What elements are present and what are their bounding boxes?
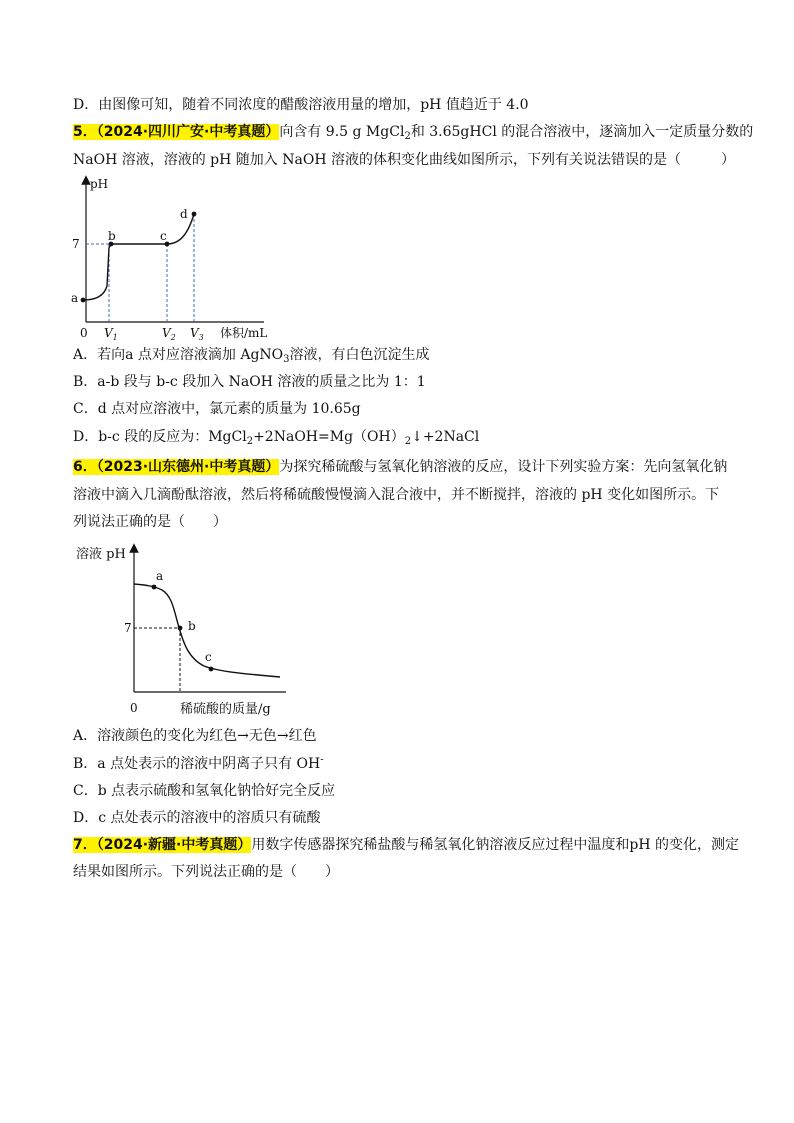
q5-number: 5． xyxy=(73,124,97,140)
q6-option-b-sup: - xyxy=(320,754,324,766)
q5-ph-curve xyxy=(83,214,194,300)
q5-option-a xyxy=(73,346,430,364)
q5-stem-a: 向含有 9.5 g MgCl xyxy=(279,124,405,140)
q5-stem-line1 xyxy=(73,123,753,141)
q5-y-tick-7: 7 xyxy=(72,237,80,251)
q5-option-d-sub1: 2 xyxy=(246,436,254,447)
q6-stem-line2: 溶液中滴入几滴酚酞溶液，然后将稀硫酸慢慢滴入混合液中，并不断搅拌，溶液的 pH 变化如图所示。下 xyxy=(73,487,720,503)
q5-option-d xyxy=(73,428,479,446)
q5-stem-close: ） xyxy=(721,152,735,168)
q5-x-axis-label: 体积/mL xyxy=(220,326,268,340)
q6-option-b xyxy=(73,755,324,773)
q6-option-c: C．b 点表示硫酸和氢氧化钠恰好完全反应 xyxy=(73,783,336,799)
q5-option-d-3: ↓+2NaCl xyxy=(411,429,480,445)
q5-source: （2024·四川广安·中考真题） xyxy=(96,124,280,140)
q6-option-b-1: B．a 点处表示的溶液中阴离子只有 OH xyxy=(73,756,321,772)
q6-label-c: c xyxy=(205,650,212,664)
q6-ph-chart xyxy=(70,542,310,718)
q6-option-a: A．溶液颜色的变化为红色→无色→红色 xyxy=(73,728,317,744)
q6-number: 6． xyxy=(73,459,97,475)
q5-y-axis-label: pH xyxy=(90,177,109,191)
q7-source: （2024·新疆·中考真题） xyxy=(96,837,252,853)
q5-option-a-sub: 3 xyxy=(283,354,290,365)
q4-option-d: D．由图像可知，随着不同浓度的醋酸溶液用量的增加，pH 值趋近于 4.0 xyxy=(73,97,529,113)
q5-stem-sub: 2 xyxy=(404,131,411,142)
q5-x-tick-v1: $V_1$ xyxy=(104,326,118,342)
q5-option-d-sub2: 2 xyxy=(404,436,412,447)
q5-option-b: B．a-b 段与 b-c 段加入 NaOH 溶液的质量之比为 1：1 xyxy=(73,374,426,390)
q7-stem-line2: 结果如图所示。下列说法正确的是（ ） xyxy=(73,864,339,880)
q7-stem-line1 xyxy=(73,836,739,854)
q5-option-a-1: A．若向a 点对应溶液滴加 AgNO xyxy=(73,347,284,363)
q6-stem-line1 xyxy=(73,458,727,476)
q5-point-a xyxy=(81,298,86,303)
q6-y-axis-label: 溶液 pH xyxy=(76,547,126,562)
q6-option-d: D．c 点处表示的溶液中的溶质只有硫酸 xyxy=(73,810,321,826)
q6-point-b xyxy=(178,626,183,631)
q5-option-d-2: +2NaOH=Mg（OH） xyxy=(253,429,405,445)
q5-label-b: b xyxy=(108,229,116,243)
q6-origin: 0 xyxy=(130,701,138,715)
q5-stem-line2 xyxy=(73,151,735,169)
q5-option-d-1: D．b-c 段的反应为：MgCl xyxy=(73,429,247,445)
q5-option-a-2: 溶液，有白色沉淀生成 xyxy=(289,347,430,363)
q6-stem-1: 为探究稀硫酸与氢氧化钠溶液的反应，设计下列实验方案：先向氢氧化钠 xyxy=(279,459,728,475)
q5-label-a: a xyxy=(71,291,79,305)
q5-origin: 0 xyxy=(80,326,88,340)
q6-label-b: b xyxy=(188,619,196,633)
q5-ph-chart xyxy=(66,174,286,342)
q5-x-tick-v3: $V_3$ xyxy=(190,326,204,342)
q5-label-d: d xyxy=(180,207,188,221)
q7-stem-1: 用数字传感器探究稀盐酸与稀氢氧化钠溶液反应过程中温度和pH 的变化，测定 xyxy=(251,837,739,853)
q7-number: 7． xyxy=(73,837,97,853)
q6-point-c xyxy=(209,667,214,672)
q6-point-a xyxy=(152,585,157,590)
q5-stem-line2-text: NaOH 溶液，溶液的 pH 随加入 NaOH 溶液的体积变化曲线如图所示，下列有关说法错误的是（ xyxy=(73,152,681,168)
q6-y-tick-7: 7 xyxy=(124,621,132,635)
q6-source: （2023·山东德州·中考真题） xyxy=(96,459,280,475)
q6-label-a: a xyxy=(156,569,164,583)
q5-point-d xyxy=(192,212,197,217)
q6-x-axis-label: 稀硫酸的质量/g xyxy=(180,702,271,717)
q6-stem-line3: 列说法正确的是（ ） xyxy=(73,514,227,530)
q5-stem-b: 和 3.65gHCl 的混合溶液中，逐滴加入一定质量分数的 xyxy=(410,124,754,140)
q5-option-c: C．d 点对应溶液中，氯元素的质量为 10.65g xyxy=(73,401,361,417)
q5-x-tick-v2: $V_2$ xyxy=(162,326,176,342)
q5-label-c: c xyxy=(160,229,167,243)
